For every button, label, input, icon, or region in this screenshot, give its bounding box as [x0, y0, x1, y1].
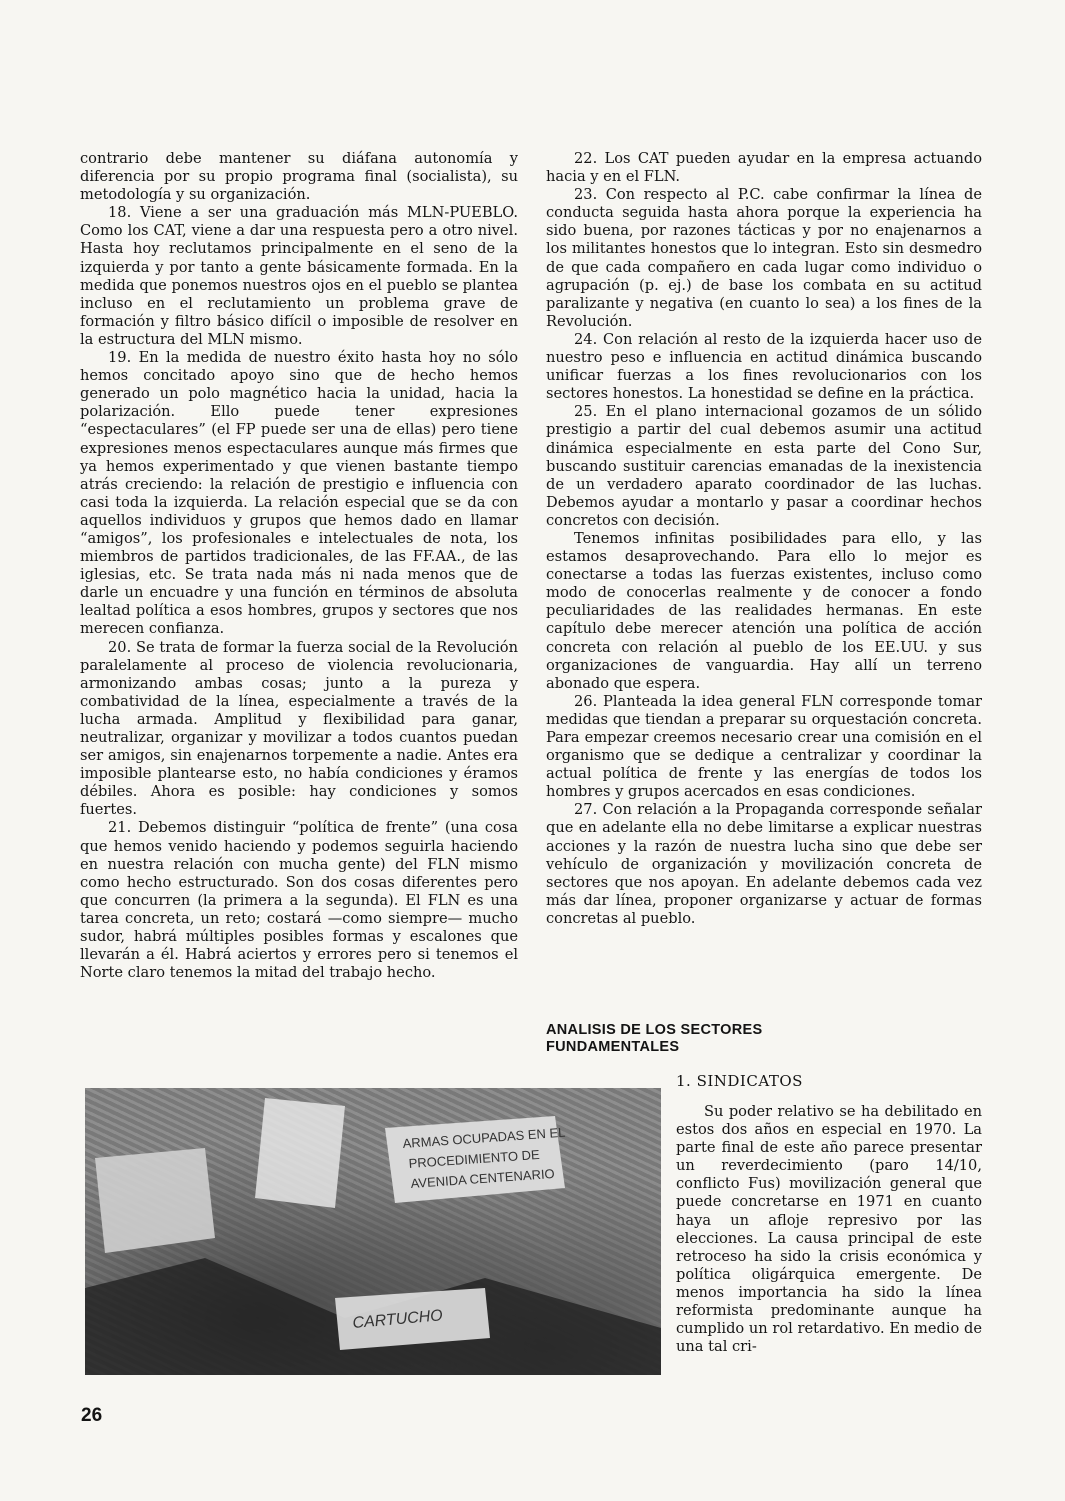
- paragraph-22: 22. Los CAT pueden ayudar en la empresa actuando hacia y en el FLN.: [546, 150, 982, 186]
- sign-cartucho: CARTUCHO: [351, 1307, 444, 1332]
- paragraph-19: 19. En la medida de nuestro éxito hasta hoy no sólo hemos concitado apoyo sino que de hecho hemos generado un polo magnético hacia la unidad, hacia la polarización. Ello puede tener expresiones “espectaculares” (el FP puede ser una de ellas) pero tiene expresiones menos espectaculares aunque más firmes que ya hemos experimentado y que vienen bastante tiempo atrás creciendo: la relación de prestigio e influencia con casi toda la izquierda. La relación especial que se da con aquellos individuos y grupos que hemos dado en llamar “amigos”, los profesionales e intelectuales de nota, los miembros de partidos tradicionales, de las FF.AA., de las iglesias, etc. Se trata nada más ni nada menos que de darle un encuadre y una función en términos de absoluta lealtad política a esos hombres, grupos y sectores que nos merecen confianza.: [80, 349, 518, 638]
- photo-seized-weapons: [85, 1088, 661, 1375]
- section-heading: ANALISIS DE LOS SECTORES FUNDAMENTALES: [546, 1022, 763, 1055]
- page-number: 26: [81, 1405, 103, 1426]
- paragraph-27: 27. Con relación a la Propaganda corresponde señalar que en adelante ella no debe limitarse a explicar nuestras acciones y la razón de nuestra lucha sino que debe ser vehículo de organización y movilización concreta de sectores que nos apoyan. En adelante debemos cada vez más dar línea, proponer organizarse y actuar de formas concretas al pueblo.: [546, 801, 982, 927]
- sign-line-3: AVENIDA CENTENARIO: [410, 1165, 556, 1191]
- paragraph-26: 26. Planteada la idea general FLN corresponde tomar medidas que tiendan a preparar su orquestación concreta. Para empezar creemos necesario crear una comisión en el organismo que se dedique a centralizar y coordinar la actual política de frente y las energías de todos los hombres y grupos acercados en esas condiciones.: [546, 692, 982, 801]
- sign-line-2: PROCEDIMIENTO DE: [408, 1146, 541, 1171]
- paragraph: contrario debe mantener su diáfana autonomía y diferencia por su propio programa final (socialista), su metodología y su organización.: [80, 150, 518, 204]
- sub-heading: 1. SINDICATOS: [676, 1072, 803, 1090]
- paragraph-18: 18. Viene a ser una graduación más MLN-PUEBLO. Como los CAT, viene a dar una respuesta pero a otro nivel. Hasta hoy reclutamos principalmente en el seno de la izquierda y por tanto a gente básicamente formada. En la medida que ponemos nuestros ojos en el pueblo se plantea incluso en el reclutamiento un problema grave de formación y filtro básico difícil o imposible de resolver en la estructura del MLN mismo.: [80, 204, 518, 348]
- sindicatos-column: [676, 1103, 982, 1356]
- paragraph-sindicatos: Su poder relativo se ha debilitado en estos dos años en especial en 1970. La parte final de este año parece presentar un reverdecimiento (paro 14/10, conflicto Fus) movilización general que puede concretarse en 1971 en cuanto haya un afloje represivo por las elecciones. La causa principal de este retroceso ha sido la crisis económica y política oligárquica emergente. De menos importancia ha sido la línea reformista predominante aunque ha cumplido un rol retardativo. En medio de una tal cri-: [676, 1103, 982, 1356]
- paragraph-25-cont: Tenemos infinitas posibilidades para ello, y las estamos desaprovechando. Para ello lo mejor es conectarse a todas las fuerzas existentes, incluso como modo de conocerlas realmente y de conocer a fondo peculiaridades de las realidades hermanas. En este capítulo debe merecer atención una política de acción concreta con relación al pueblo de los EE.UU. y sus organizaciones de vanguardia. Hay allí un terreno abonado que espera.: [546, 529, 982, 692]
- paragraph-24: 24. Con relación al resto de la izquierda hacer uso de nuestro peso e influencia en actitud dinámica buscando unificar fuerzas a los fines revolucionarios con los sectores honestos. La honestidad se define en la práctica.: [546, 330, 982, 403]
- paragraph-21: 21. Debemos distinguir “política de frente” (una cosa que hemos venido haciendo y podemos seguirla haciendo en nuestra relación con mucha gente) del FLN mismo como hecho estructurado. Son dos cosas diferentes pero que concurren (la primera a la segunda). El FLN es una tarea concreta, un reto; costará —como siempre— mucho sudor, habrá múltiples posibles formas y escalones que llevarán a él. Habrá aciertos y errores pero si tenemos el Norte claro tenemos la mitad del trabajo hecho.: [80, 819, 518, 982]
- photo-illustration: [85, 1088, 661, 1375]
- paragraph-23: 23. Con respecto al P.C. cabe confirmar la línea de conducta seguida hasta ahora porque la experiencia ha sido buena, por razones tácticas y por no enajenarnos a los militantes honestos que lo integran. Esto sin desmedro de que cada compañero en cada lugar como individuo o agrupación (p. ej.) de base los combata en su actitud paralizante y negativa (en cuanto lo sea) a los fines de la Revolución.: [546, 186, 982, 330]
- paragraph-25: 25. En el plano internacional gozamos de un sólido prestigio a partir del cual debemos asumir una actitud dinámica especialmente en esta parte del Cono Sur, buscando sustituir carencias emanadas de la inexistencia de un verdadero aparato coordinador de las luchas. Debemos ayudar a montarlo y pasar a coordinar hechos concretos con decisión.: [546, 403, 982, 529]
- sign-line-1: ARMAS OCUPADAS EN EL: [402, 1124, 566, 1151]
- right-column: [546, 150, 982, 928]
- paragraph-20: 20. Se trata de formar la fuerza social de la Revolución paralelamente al proceso de violencia revolucionaria, armonizando ambas cosas; junto a la pureza y combatividad de la línea, especialmente a través de la lucha armada. Amplitud y flexibilidad para ganar, neutralizar, organizar y movilizar a todos cuantos puedan ser amigos, sin enajenarnos torpemente a nadie. Antes era imposible plantearse esto, no había condiciones y éramos débiles. Ahora es posible: hay condiciones y somos fuertes.: [80, 638, 518, 819]
- left-column: [80, 150, 518, 982]
